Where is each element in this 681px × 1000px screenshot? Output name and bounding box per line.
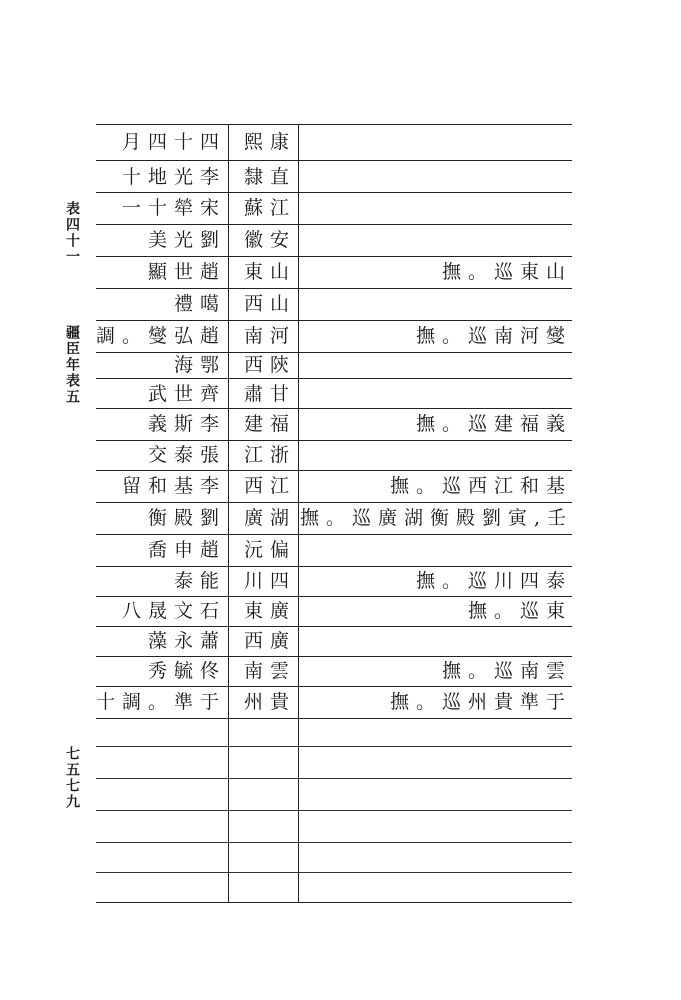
row-11-note: [300, 440, 572, 470]
row-17-official: 藻永蕭: [147, 630, 226, 652]
empty-row-rule: [96, 778, 572, 779]
row-14-region: 沅偏: [243, 539, 296, 561]
row-10-official: 義斯李: [147, 413, 226, 435]
row-4-region: 徽安: [243, 229, 296, 251]
row-1-note: [300, 127, 572, 157]
empty-row-rule: [96, 872, 572, 873]
row-12-note: 撫。巡西江和基: [389, 475, 572, 497]
row-15-note: 撫。巡川四泰: [415, 570, 572, 592]
row-rule: [96, 718, 572, 719]
row-2-region: 隸直: [243, 166, 296, 188]
top-rule: [96, 124, 572, 125]
row-15-region: 川四: [243, 570, 296, 592]
row-4-official: 美光劉: [147, 229, 226, 251]
empty-row-rule: [96, 746, 572, 747]
row-16-note: 撫。巡東: [467, 600, 572, 622]
row-3-note: [300, 193, 572, 223]
row-2-note: [300, 162, 572, 192]
row-19-official: 十調。準于: [96, 691, 227, 713]
empty-row-rule: [96, 842, 572, 843]
empty-row-rule: [96, 810, 572, 811]
row-17-note: [300, 626, 572, 656]
bottom-rule: [96, 902, 572, 903]
row-5-official: 顯世趙: [147, 261, 226, 283]
row-12-region: 西江: [243, 475, 296, 497]
row-19-region: 州貴: [243, 691, 296, 713]
row-rule: [96, 160, 572, 161]
row-18-official: 秀毓佟: [147, 660, 226, 682]
side-title: 表四十一: [64, 201, 80, 265]
row-19-note: 撫。巡州貴準于: [389, 691, 572, 713]
row-1-region: 熙康: [243, 131, 296, 153]
row-12-official: 留和基李: [121, 475, 226, 497]
side-subtitle: 疆臣年表五: [64, 325, 80, 405]
column-rule-mid: [298, 124, 299, 902]
row-14-note: [300, 535, 572, 565]
row-15-official: 泰能: [173, 570, 226, 592]
row-16-official: 八晟文石: [121, 600, 226, 622]
row-7-official: 調。燮弘趙: [96, 325, 227, 347]
row-13-note: 撫。巡廣湖衡殿劉寅,壬: [300, 507, 574, 529]
row-13-official: 衡殿劉: [147, 507, 226, 529]
row-3-region: 蘇江: [243, 197, 296, 219]
row-2-official: 十地光李: [121, 166, 226, 188]
row-5-region: 東山: [243, 261, 296, 283]
row-13-region: 廣湖: [243, 507, 296, 529]
row-6-note: [300, 289, 572, 319]
row-10-note: 撫。巡建福義: [415, 413, 572, 435]
row-6-official: 禮噶: [173, 293, 226, 315]
row-10-region: 建福: [243, 413, 296, 435]
page-number: 七五七九: [64, 746, 80, 810]
row-5-note: 撫。巡東山: [441, 261, 572, 283]
row-8-official: 海鄂: [173, 354, 226, 376]
row-7-region: 南河: [243, 325, 296, 347]
row-18-note: 撫。巡南雲: [441, 660, 572, 682]
row-11-official: 交泰張: [147, 444, 226, 466]
row-7-note: 撫。巡南河燮: [415, 325, 572, 347]
row-1-official: 月四十四: [121, 131, 226, 153]
row-4-note: [300, 225, 572, 255]
row-18-region: 南雲: [243, 660, 296, 682]
row-8-note: [300, 350, 572, 380]
row-9-region: 肅甘: [243, 383, 296, 405]
row-14-official: 喬申趙: [147, 539, 226, 561]
row-17-region: 西廣: [243, 630, 296, 652]
row-8-region: 西陝: [243, 354, 296, 376]
row-11-region: 江浙: [243, 444, 296, 466]
row-3-official: 一十犖宋: [121, 197, 226, 219]
row-9-note: [300, 379, 572, 409]
row-9-official: 武世齊: [147, 383, 226, 405]
row-16-region: 東廣: [243, 600, 296, 622]
row-6-region: 西山: [243, 293, 296, 315]
